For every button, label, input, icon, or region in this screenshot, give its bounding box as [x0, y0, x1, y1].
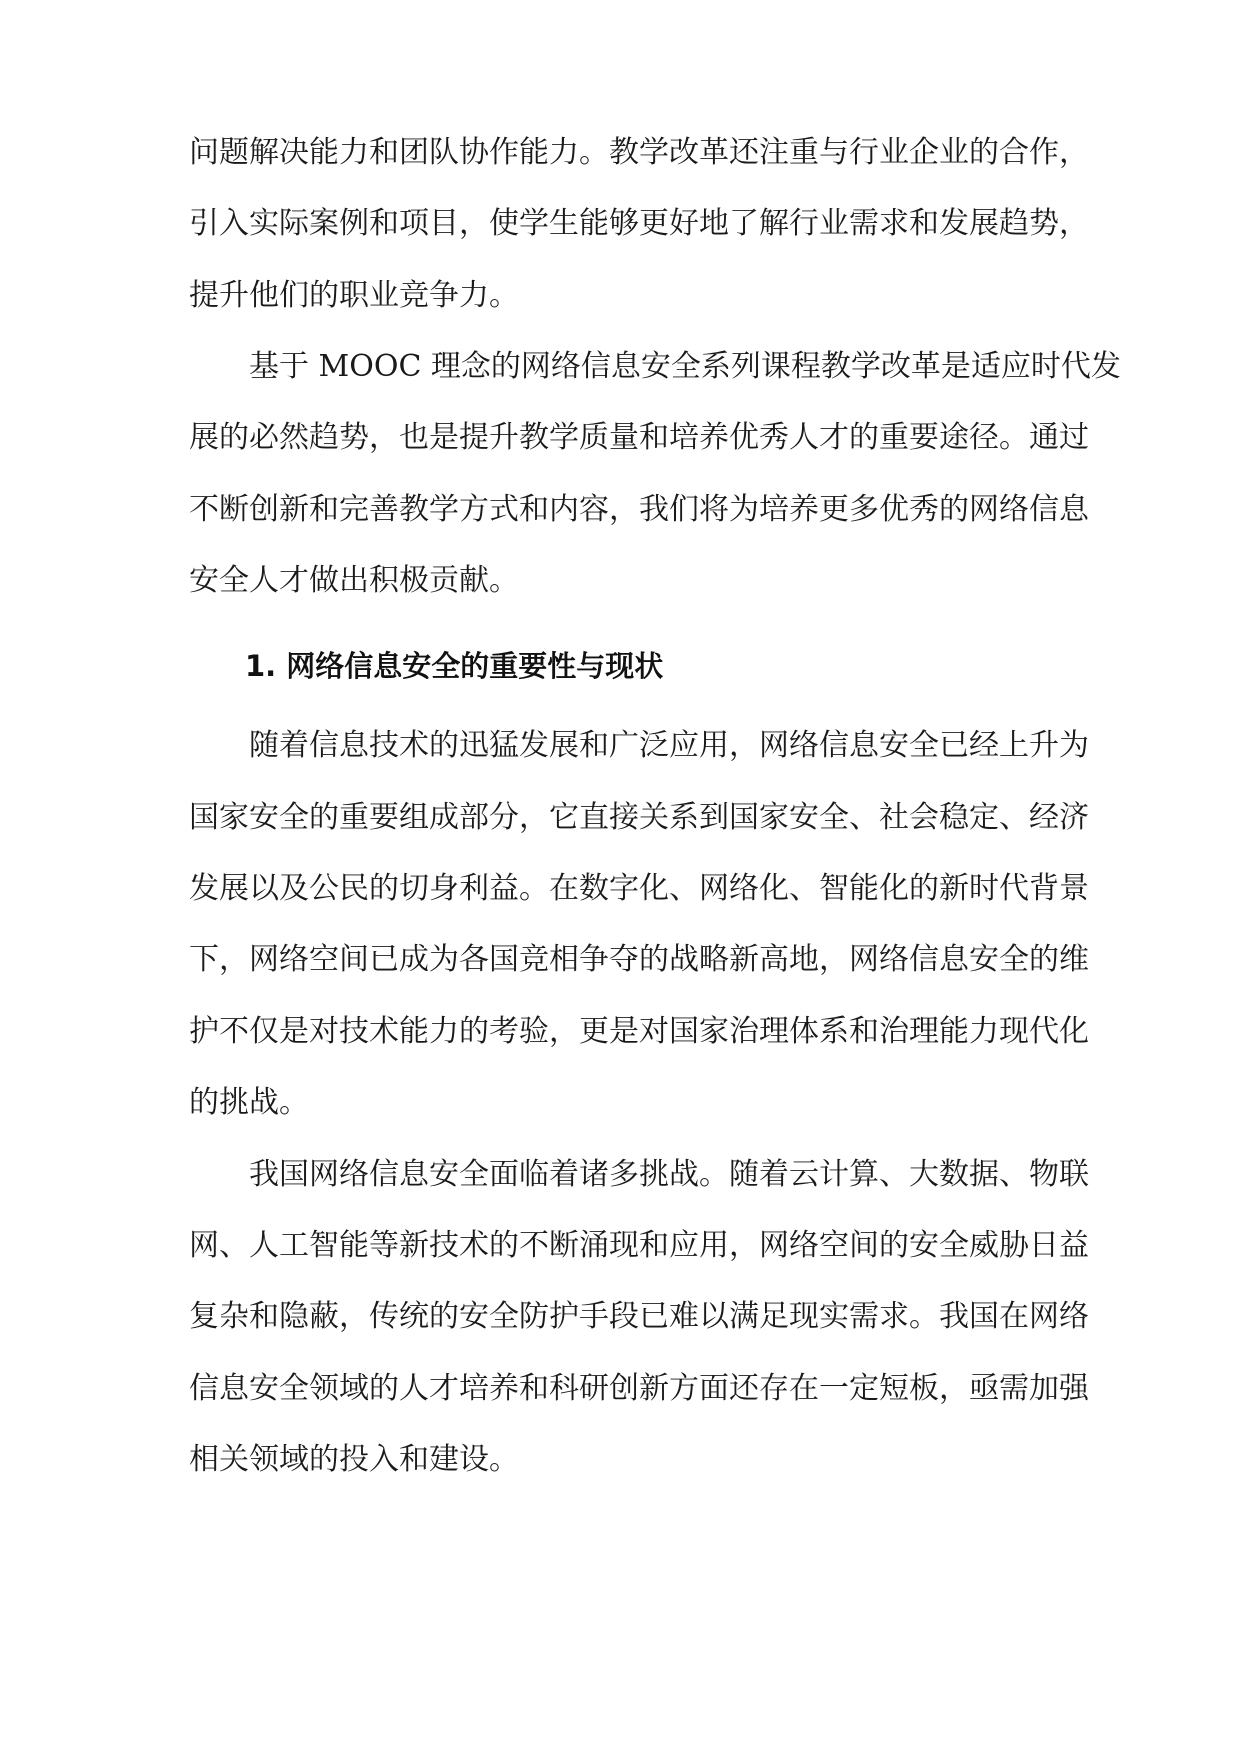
paragraph-4-line-2: 网、人工智能等新技术的不断涌现和应用，网络空间的安全威胁日益	[189, 1228, 1089, 1263]
paragraph-3-line-4: 下，网络空间已成为各国竞相争夺的战略新高地，网络信息安全的维	[189, 942, 1089, 977]
paragraph-1-line-3: 提升他们的职业竞争力。	[189, 278, 519, 313]
section-heading: 1. 网络信息安全的重要性与现状	[245, 649, 664, 683]
paragraph-2-line-3: 不断创新和完善教学方式和内容，我们将为培养更多优秀的网络信息	[189, 492, 1089, 527]
paragraph-3-line-6: 的挑战。	[189, 1085, 309, 1120]
paragraph-4-line-5: 相关领域的投入和建设。	[189, 1442, 519, 1477]
paragraph-4-line-1: 我国网络信息安全面临着诸多挑战。随着云计算、大数据、物联	[249, 1157, 1089, 1192]
paragraph-2-line-1: 基于 MOOC 理念的网络信息安全系列课程教学改革是适应时代发	[249, 349, 1121, 384]
paragraph-3-line-2: 国家安全的重要组成部分，它直接关系到国家安全、社会稳定、经济	[189, 800, 1089, 835]
paragraph-1-line-2: 引入实际案例和项目，使学生能够更好地了解行业需求和发展趋势，	[189, 206, 1089, 241]
paragraph-3-line-3: 发展以及公民的切身利益。在数字化、网络化、智能化的新时代背景	[189, 871, 1089, 906]
paragraph-1-line-1: 问题解决能力和团队协作能力。教学改革还注重与行业企业的合作，	[189, 135, 1089, 170]
paragraph-2-line-4: 安全人才做出积极贡献。	[189, 563, 519, 598]
paragraph-3-line-1: 随着信息技术的迅猛发展和广泛应用，网络信息安全已经上升为	[249, 728, 1089, 763]
paragraph-4-line-3: 复杂和隐蔽，传统的安全防护手段已难以满足现实需求。我国在网络	[189, 1299, 1089, 1334]
paragraph-2-line-2: 展的必然趋势，也是提升教学质量和培养优秀人才的重要途径。通过	[189, 420, 1089, 455]
paragraph-4-line-4: 信息安全领域的人才培养和科研创新方面还存在一定短板，亟需加强	[189, 1371, 1089, 1406]
paragraph-3-line-5: 护不仅是对技术能力的考验，更是对国家治理体系和治理能力现代化	[189, 1014, 1089, 1049]
